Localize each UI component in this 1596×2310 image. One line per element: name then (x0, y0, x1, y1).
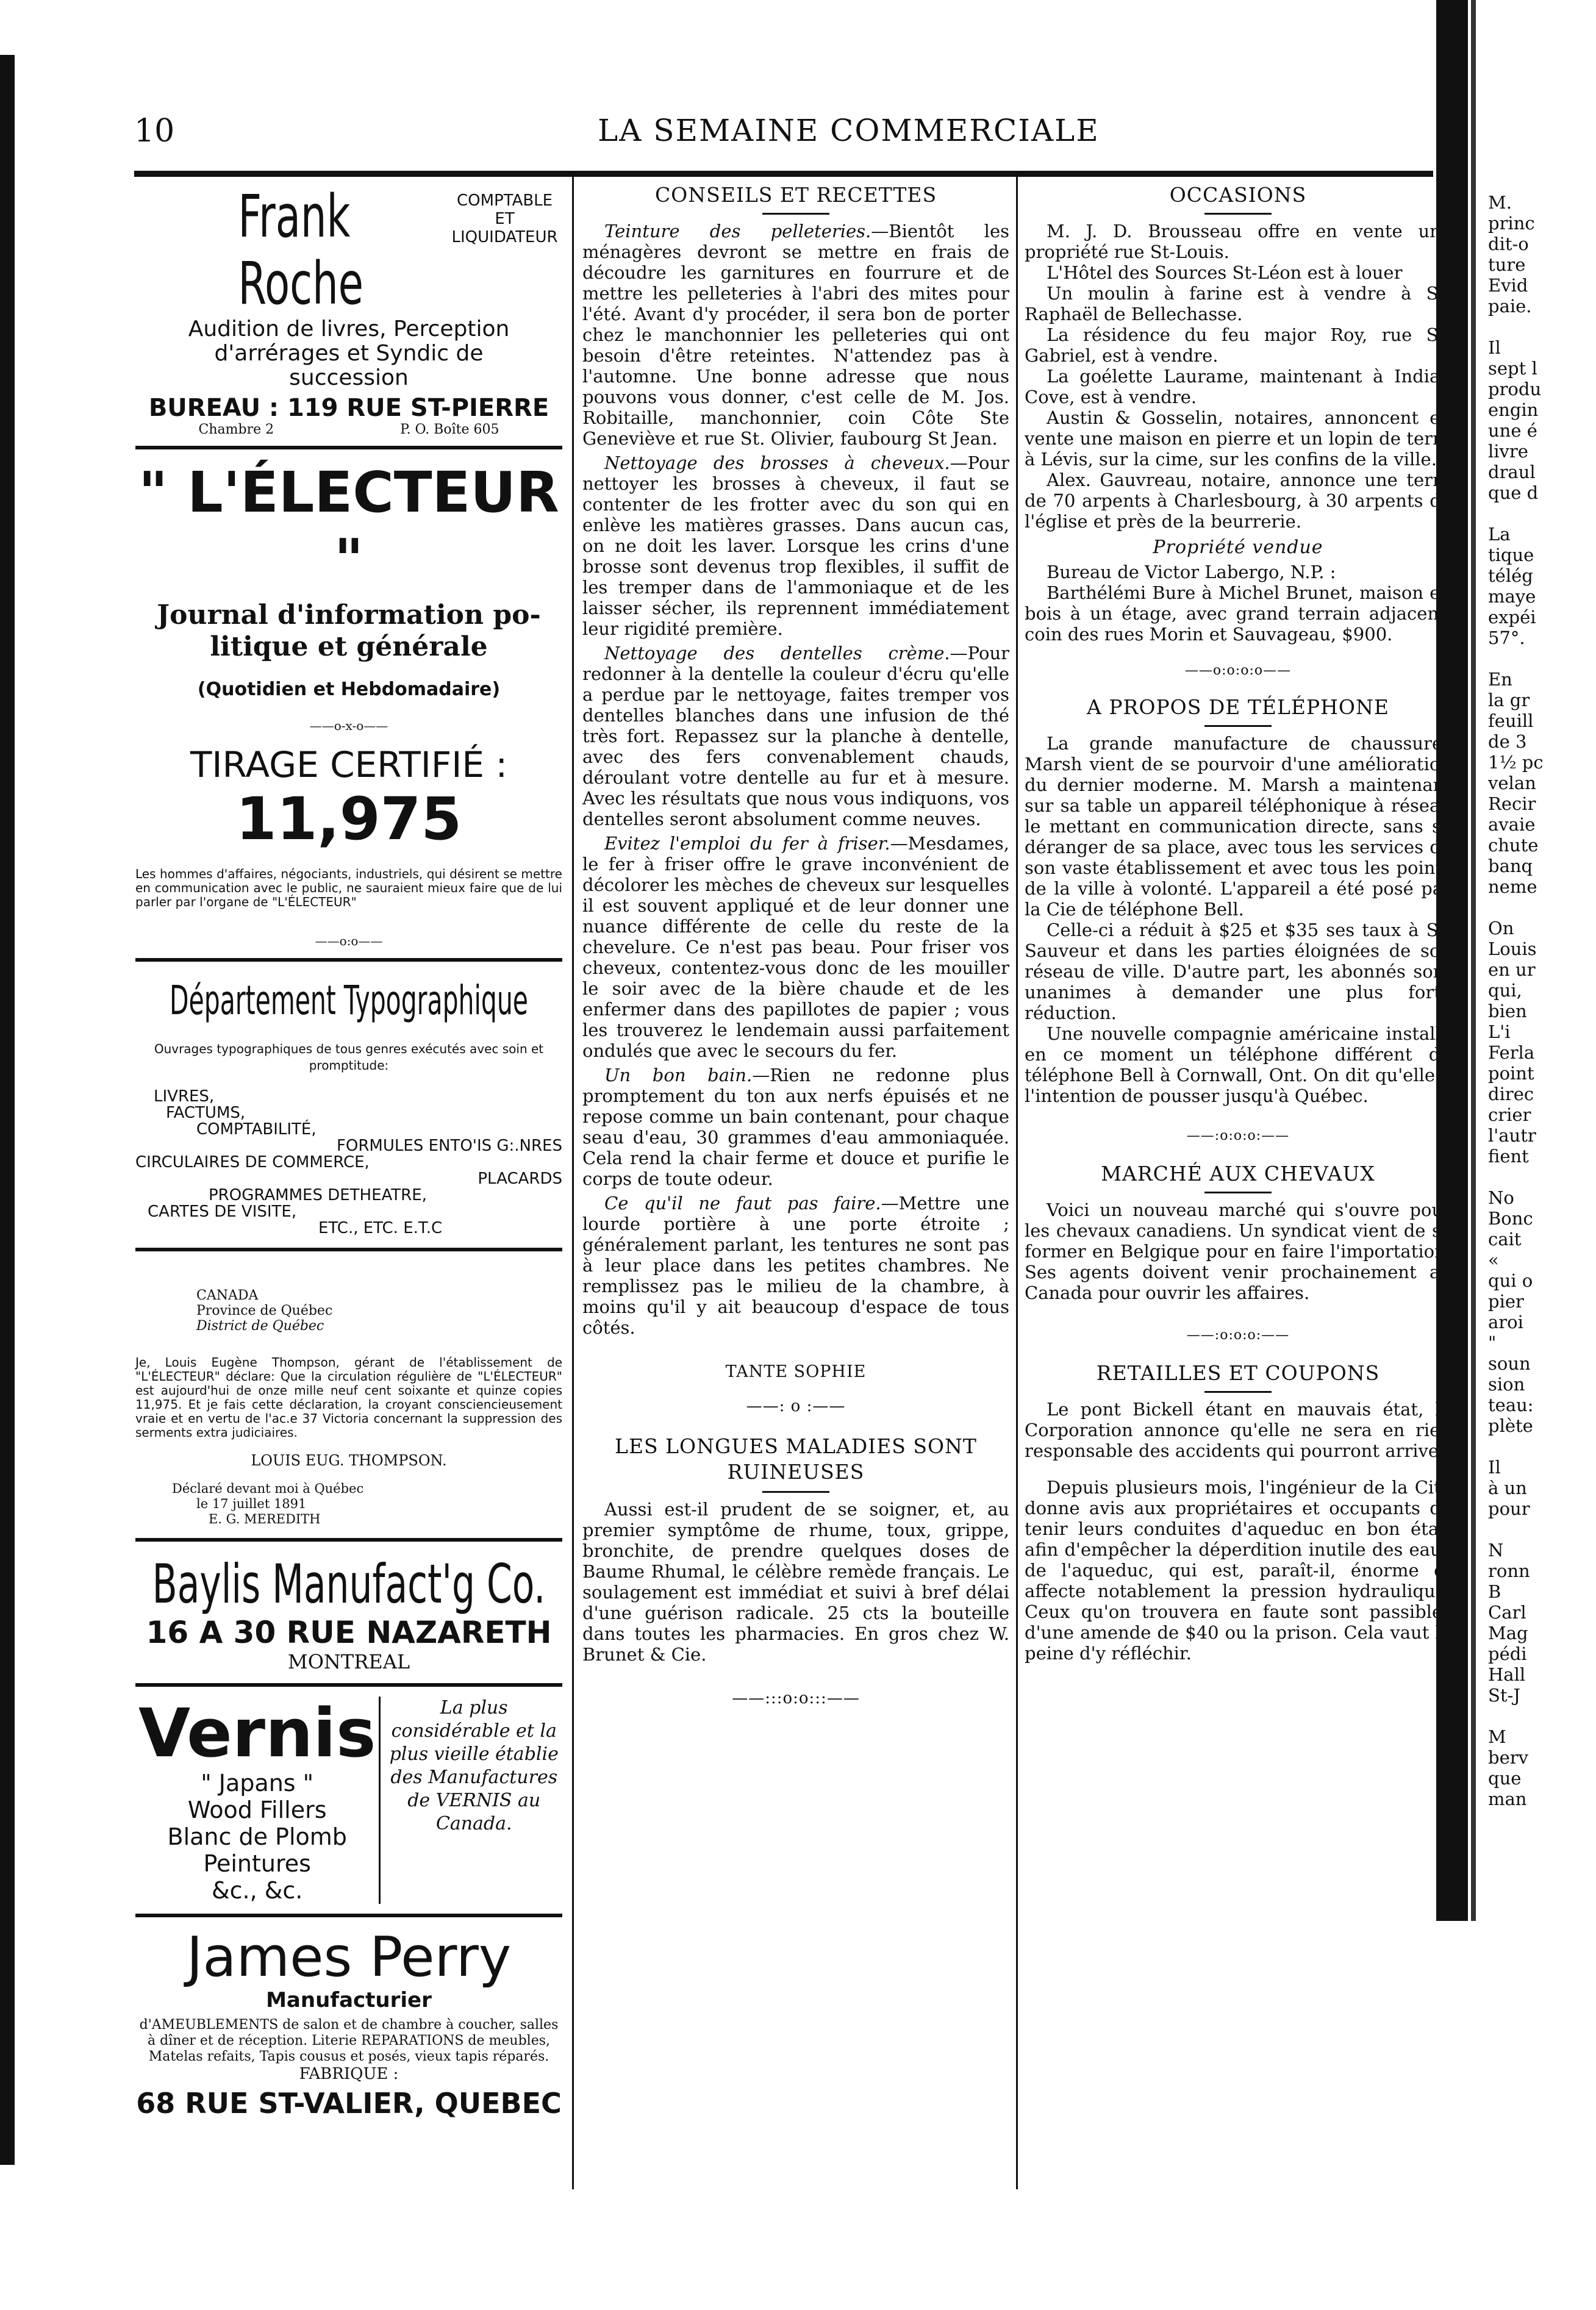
ad-baylis-addr: 16 A 30 RUE NAZARETH (146, 1615, 552, 1650)
divider (1204, 213, 1272, 215)
ad-baylis-name: Baylis Manufact'g Co. (152, 1553, 546, 1615)
occasion-6: Austin & Gosselin, notaires, annoncent en vente une maison en pierre et un lopin de terre à Lévis, sur la cime, sur les confins de la ville. (1025, 407, 1451, 470)
ad-baylis-city: MONTREAL (287, 1650, 410, 1673)
cut-off-line: Bonc (1488, 1208, 1533, 1229)
cut-off-line: point (1488, 1063, 1534, 1084)
column-divider-2 (1016, 177, 1018, 2189)
article-retailles-2: Depuis plusieurs mois, l'ingénieur de la Cité donne avis aux propriétaires et occupants de tenir leurs conduites d'aqueduc en bon état, afin d'empêcher la déperdition inutile des eaux de l'aqueduc, qui est, paraît-il, énorme et affecte notablement la pression hydraulique. Ceux qu'on trouvera en faute sont passibles d'une amende de $40 ou la prison. Cela vaut la peine d'y réfléchir. (1025, 1477, 1451, 1664)
ad-perry-fab: FABRIQUE : (299, 2065, 399, 2083)
cut-off-line: N (1488, 1540, 1504, 1561)
ad-electeur-sub1: Journal d'information po- (157, 599, 541, 631)
cut-off-line: sion (1488, 1374, 1525, 1395)
affidavit-decl2: le 17 juillet 1891 (196, 1496, 307, 1511)
article-bain-title: Un bon bain. (604, 1065, 753, 1085)
cut-off-column (1488, 192, 1596, 1809)
propriete-vendue-title: Propriété vendue (1153, 537, 1323, 558)
cut-off-line: princ (1488, 213, 1535, 234)
cut-off-line: Evid (1488, 275, 1528, 296)
cut-off-line (1488, 1706, 1596, 1726)
cut-off-line: neme (1488, 876, 1537, 897)
ad-vernis-l3: Blanc de Plomb (167, 1823, 347, 1850)
ad-vernis-l4: Peintures (203, 1850, 311, 1877)
cut-off-line: teau: (1488, 1395, 1534, 1415)
cut-off-line: berv (1488, 1747, 1528, 1768)
ad-perry-name: James Perry (186, 1925, 512, 1989)
separator: ——: o :—— (746, 1397, 846, 1415)
affidavit-text: Je, Louis Eugène Thompson, gérant de l'établissement de "L'ÉLECTEUR" déclare: Que la circulation régulière de "L'ÉLECTEUR" est aujourd'hui de onze mille neuf cent soixante et quinze copies 11,975. Et je fais cette déclaration, la croyant consciencieusement vraie et en vertu de l'ac.e 37 Victoria concernant la suppression des serments extra judiciaires. (135, 1355, 562, 1440)
cut-off-line: à un (1488, 1478, 1527, 1498)
cut-off-line: On (1488, 918, 1514, 939)
ad-perry-text: d'AMEUBLEMENTS de salon et de chambre à coucher, salles à dîner et de réception. Literie REPARATIONS de meubles, Matelas refaits, Tapis cousus et posés, vieux tapis réparés. (139, 2017, 559, 2064)
cut-off-line: Il (1488, 337, 1501, 358)
cut-off-line: 1½ pc (1488, 752, 1544, 773)
cut-off-line: la gr (1488, 690, 1530, 710)
cut-off-line: Mag (1488, 1623, 1528, 1643)
cut-off-line (1488, 1436, 1596, 1457)
cut-off-line: qui o (1488, 1270, 1533, 1291)
cut-off-line: Carl (1488, 1602, 1526, 1623)
article-telephone-3: Une nouvelle compagnie américaine installe en ce moment un téléphone différent du téléphone Bell à Cornwall, Ont. On dit qu'elle a l'intention de pousser jusqu'à Québec. (1025, 1023, 1451, 1106)
divider (762, 213, 829, 215)
end-separator: ——:::o:o:::—— (732, 1689, 860, 1707)
article-fer-friser-text: —Mesdames, le fer à friser offre le grave inconvénient de décolorer les mèches de cheveux sur lesquelles il est souvent appliqué et de leur donner une nuance différente de celle du reste de la chevelure. Ce n'est pas beau. Pour friser vos cheveux, contentez-vous donc de les mouiller le soir avec de la bière chaude et de les enfermer dans des papillotes de papier ; vous les trouverez le lendemain aussi parfaitement ondulés que avec le secours du fer. (582, 833, 1009, 1061)
divider (1204, 1192, 1272, 1193)
cut-off-line: expéi (1488, 607, 1536, 628)
ad-perry (135, 1917, 562, 2120)
ad-typo-title: Département Typographique (170, 977, 528, 1024)
section-title-maladies: LES LONGUES MALADIES SONT RUINEUSES (615, 1434, 977, 1484)
cut-off-line: banq (1488, 856, 1533, 876)
cut-off-line: draul (1488, 462, 1536, 482)
signature-tante-sophie: TANTE SOPHIE (725, 1362, 867, 1381)
ad-vernis-l2: Wood Fillers (187, 1797, 327, 1823)
affidavit-l1: CANADA (196, 1288, 259, 1303)
cut-off-line: pour (1488, 1498, 1530, 1519)
cut-off-line: tique (1488, 545, 1534, 565)
ad-perry-addr: 68 RUE ST-VALIER, QUEBEC (136, 2087, 562, 2120)
ad-frank-roche-line1: Audition de livres, Perception (188, 316, 510, 341)
header-rule (134, 171, 1433, 177)
ad-vernis-l5: &c., &c. (212, 1877, 303, 1904)
cut-off-line: 57°. (1488, 628, 1525, 648)
article-ne-pas-faire-text: —Mettre une lourde portière à une porte étroite ; généralement parlant, les tentures ne sont pas à leur place dans les petites chambres. Ne remplissez pas le milieu de la chambre, à moins qu'il y ait beaucoup d'espace de tous côtés. (582, 1193, 1009, 1338)
ad-vernis-l1: " Japans " (201, 1770, 314, 1797)
cut-off-line: en ur (1488, 959, 1536, 980)
affidavit-l3: District de Québec (196, 1318, 324, 1334)
article-maladies: Aussi est-il prudent de se soigner, et, au premier symptôme de rhume, toux, grippe, bronchite, de prendre quelques doses de Baume Rhumal, le célèbre remède français. Le soulagement est immédiat et suivi à bref délai d'une guérison radicale. 25 cts la bouteille dans toutes les pharmacies. En gros chez W. Brunet & Cie. (582, 1499, 1009, 1665)
cut-off-line: L'i (1488, 1021, 1511, 1042)
ad-affidavit (135, 1251, 562, 1542)
ad-frank-roche-office: BUREAU : 119 RUE ST-PIERRE (148, 394, 549, 422)
cut-off-line: La (1488, 524, 1511, 545)
article-teinture-title: Teinture des pelleteries. (604, 221, 871, 241)
divider (762, 1491, 829, 1493)
occasion-3: Un moulin à farine est à vendre à St-Raphaël de Bellechasse. (1025, 283, 1451, 324)
cut-off-line: cait (1488, 1229, 1522, 1250)
cut-off-line: man (1488, 1789, 1527, 1809)
ad-vernis-side: La plus considérable et la plus vieille établie des Manufactures de VERNIS au Canada. (379, 1697, 562, 1904)
article-dentelles-title: Nettoyage des dentelles crème. (604, 643, 950, 663)
cut-off-line: No (1488, 1187, 1514, 1208)
ad-typo-l6: PLACARDS (478, 1170, 562, 1188)
ad-typo-l3: COMPTABILITÉ, (196, 1120, 317, 1139)
cut-off-line: que d (1488, 482, 1539, 503)
propriete-vendue-2: Barthélémi Bure à Michel Brunet, maison en bois à un étage, avec grand terrain adjacent, coin des rues Morin et Sauvageau, $900. (1025, 582, 1451, 645)
divider (1204, 1391, 1272, 1393)
ad-typo-l4: FORMULES ENTO'IS G:.NRES (336, 1137, 562, 1155)
separator: ——:o:o:o:—— (1186, 1128, 1290, 1143)
cut-off-line (1488, 897, 1596, 918)
occasion-5: La goélette Laurame, maintenant à Indian Cove, est à vendre. (1025, 366, 1451, 407)
article-ne-pas-faire-title: Ce qu'il ne faut pas faire. (604, 1193, 881, 1214)
cut-off-line: pier (1488, 1291, 1524, 1312)
occasion-2: L'Hôtel des Sources St-Léon est à louer (1047, 262, 1403, 283)
cut-off-line: aroi (1488, 1312, 1523, 1332)
ad-baylis (135, 1542, 562, 1687)
article-fer-friser-title: Evitez l'emploi du fer à friser. (604, 833, 890, 854)
cut-off-line: Louis (1488, 939, 1537, 959)
divider (1204, 725, 1272, 727)
ad-typo-l1: LIVRES, (154, 1087, 215, 1106)
ad-frank-roche-title2: LIQUIDATEUR (451, 228, 558, 246)
column-divider-1 (572, 177, 574, 2189)
ad-frank-roche-line2: d'arrérages et Syndic de (214, 341, 484, 366)
cut-off-line: paie. (1488, 296, 1532, 316)
affidavit-sign: LOUIS EUG. THOMPSON. (251, 1452, 447, 1469)
ad-typo-sub: Ouvrages typographiques de tous genres exécutés avec soin et promptitude: (154, 1042, 544, 1073)
cut-off-line (1488, 316, 1596, 337)
cut-off-line: une é (1488, 420, 1537, 441)
occasion-7: Alex. Gauvreau, notaire, annonce une terre de 70 arpents à Charlesbourg, à 30 arpents de l'église et près de la beurrerie. (1025, 470, 1451, 532)
cut-off-line: livre (1488, 441, 1528, 462)
section-title-retailles: RETAILLES ET COUPONS (1096, 1361, 1380, 1385)
section-title-conseils: CONSEILS ET RECETTES (654, 183, 937, 207)
advice-column (582, 183, 1009, 1707)
cut-off-line: ture (1488, 254, 1526, 275)
cut-off-line: crier (1488, 1104, 1531, 1125)
cut-off-line: qui, (1488, 980, 1522, 1001)
ad-electeur-separator: ——o-x-o—— (309, 718, 388, 733)
article-telephone-2: Celle-ci a réduit à $25 et $35 ses taux à St-Sauveur et dans les parties éloignées de son réseau de ville. D'autre part, les abonnés sont unanimes à demander une plus forte réduction. (1025, 920, 1451, 1023)
article-fer-friser (582, 833, 1009, 1061)
article-brosses (582, 452, 1009, 639)
occasion-1: M. J. D. Brousseau offre en vente une propriété rue St-Louis. (1025, 221, 1451, 262)
article-telephone-1: La grande manufacture de chaussures Marsh vient de se pourvoir d'une amélioration du dernier moderne. M. Marsh a maintenant sur sa table un appareil téléphonique à réseau le mettant en communication directe, sans se déranger de sa place, avec tous les services de son vaste établissement et avec tous les points de la ville à volonté. L'appareil a été posé par la Cie de téléphone Bell. (1025, 733, 1451, 920)
cut-off-line: St-J (1488, 1685, 1520, 1706)
ad-electeur-tirage: TIRAGE CERTIFIÉ : (190, 744, 508, 785)
article-bain (582, 1065, 1009, 1189)
cut-off-line: soun (1488, 1353, 1531, 1374)
ad-electeur-freq: (Quotidien et Hebdomadaire) (197, 679, 501, 700)
cut-off-line: Il (1488, 1457, 1501, 1478)
cut-off-line: avaie (1488, 814, 1536, 835)
ad-frank-roche (135, 183, 562, 449)
ad-frank-roche-line3: succession (289, 365, 409, 390)
section-title-occasions: OCCASIONS (1169, 183, 1307, 207)
ad-electeur-sub2: litique et générale (210, 631, 488, 662)
cut-off-line: B (1488, 1581, 1501, 1602)
ads-column (135, 183, 562, 2120)
article-dentelles (582, 643, 1009, 829)
cut-off-line (1488, 648, 1596, 669)
cut-off-line: M. (1488, 192, 1512, 213)
cut-off-line: direc (1488, 1084, 1534, 1104)
cut-off-line: l'autr (1488, 1125, 1536, 1146)
ad-electeur-separator-2: ——o:o—— (315, 934, 383, 948)
cut-off-line: feuill (1488, 710, 1534, 731)
cut-off-line: maye (1488, 586, 1536, 607)
article-brosses-title: Nettoyage des brosses à cheveux. (604, 452, 950, 473)
ad-vernis (135, 1687, 562, 1917)
ad-frank-roche-name: Frank Roche (238, 182, 363, 318)
section-title-telephone: A PROPOS DE TÉLÉPHONE (1087, 695, 1389, 719)
ad-vernis-name: Vernis (138, 1694, 376, 1772)
propriete-vendue-1: Bureau de Victor Labergo, N.P. : (1047, 562, 1336, 582)
cut-off-line: velan (1488, 773, 1536, 793)
affidavit-witness: E. G. MEREDITH (209, 1512, 321, 1526)
cut-off-line: chute (1488, 835, 1539, 856)
scan-gutter-right-line (1471, 0, 1476, 1921)
masthead: LA SEMAINE COMMERCIALE (598, 113, 1100, 148)
cut-off-line: que (1488, 1768, 1522, 1789)
article-brosses-text: —Pour nettoyer les brosses à cheveux, il faut se contenter de les frotter avec du son qui en enlève les matières grasses. Dans aucun cas, on ne doit les laver. Lorsque les crins d'une brosse sont devenus trop flexibles, il suffit de les tremper dans de l'ammoniaque et de les laisser sécher, ils reprennent immédiatement leur rigidité première. (582, 452, 1009, 639)
cut-off-line: M (1488, 1726, 1506, 1747)
cut-off-line: Hall (1488, 1664, 1526, 1685)
ad-electeur (135, 449, 562, 962)
article-teinture-text: —Bientôt les ménagères devront se mettre en frais de découdre les garnitures en fourrure et de mettre les pelleteries à l'abri des mites pour l'été. Avant d'y procéder, il sera bon de porter chez le manchonnier les pelleteries qui ont besoin d'être reteintes. N'attendez pas à l'automne. Une bonne adresse que nous pouvons vous donner, c'est celle de M. Jos. Robitaille, manchonnier, coin Côte Ste Geneviève et rue St. Olivier, faubourg St Jean. (582, 221, 1009, 449)
ad-typo-l2: FACTUMS, (166, 1104, 246, 1122)
cut-off-line: " (1488, 1332, 1497, 1353)
ad-electeur-number: 11,975 (235, 785, 462, 853)
ad-perry-role: Manufacturier (266, 1988, 432, 2012)
cut-off-line: produ (1488, 379, 1542, 399)
ad-typo-l7: PROGRAMMES DETHEATRE, (209, 1186, 427, 1204)
separator: ——o:o:o:o—— (1184, 663, 1292, 678)
affidavit-l2: Province de Québec (196, 1303, 333, 1318)
occasion-4: La résidence du feu major Roy, rue St-Gabriel, est à vendre. (1025, 324, 1451, 366)
section-title-chevaux: MARCHÉ AUX CHEVAUX (1101, 1162, 1375, 1185)
cut-off-line: dit-o (1488, 234, 1529, 254)
article-teinture (582, 221, 1009, 449)
cut-off-line: Recir (1488, 793, 1536, 814)
affidavit-decl1: Déclaré devant moi à Québec (172, 1481, 364, 1496)
cut-off-line: ronn (1488, 1561, 1530, 1581)
cut-off-line: Ferla (1488, 1042, 1535, 1063)
ad-frank-roche-title1: COMPTABLE ET (456, 191, 553, 228)
cut-off-line: sept l (1488, 358, 1537, 379)
cut-off-line: plète (1488, 1415, 1533, 1436)
article-retailles-1: Le pont Bickell étant en mauvais état, la Corporation annonce qu'elle ne sera en rien responsable des accidents qui pourront arriver. (1025, 1399, 1451, 1461)
cut-off-line: « (1488, 1250, 1499, 1270)
ad-typo-l9: ETC., ETC. E.T.C (318, 1219, 443, 1237)
article-dentelles-text: —Pour redonner à la dentelle la couleur d'écru qu'elle a perdue par le nettoyage, faites tremper vos dentelles blanches dans une infusion de thé très fort. Repassez sur la planche à dentelle, avec des fers convenablement chauds, déroulant votre dentelle au fur et à mesure. Avec les résultats que nous vous indiquons, vos dentelles seront absolument comme neuves. (582, 643, 1009, 829)
cut-off-line: fient (1488, 1146, 1529, 1167)
ad-frank-roche-box: P. O. Boîte 605 (400, 422, 499, 437)
article-bain-text: —Rien ne redonne plus promptement du ton aux nerfs épuisés et ne repose comme un bain contenant, pour chaque seau d'eau, 30 grammes d'eau ammoniaquée. Cela rend la chair ferme et douce et purifie le corps de toute odeur. (582, 1065, 1009, 1189)
cut-off-line: télég (1488, 565, 1533, 586)
ad-typographique (135, 962, 562, 1251)
ad-typo-l5: CIRCULAIRES DE COMMERCE, (135, 1153, 370, 1171)
cut-off-line (1488, 503, 1596, 524)
ad-typo-l8: CARTES DE VISITE, (148, 1203, 297, 1221)
ad-electeur-title: " L'ÉLECTEUR " (138, 460, 559, 592)
ad-electeur-note: Les hommes d'affaires, négociants, industriels, qui désirent se mettre en communication avec le public, ne sauraient mieux faire que de lui parler par l'organe de "L'ÉLECTEUR" (135, 867, 562, 909)
cut-off-line: engin (1488, 399, 1539, 420)
page-number: 10 (134, 113, 175, 149)
cut-off-line (1488, 1167, 1596, 1187)
article-chevaux: Voici un nouveau marché qui s'ouvre pour les chevaux canadiens. Un syndicat vient de se former en Belgique pour en faire l'importation. Ses agents doivent venir prochainement au Canada pour ouvrir les affaires. (1025, 1200, 1451, 1303)
cut-off-line: de 3 (1488, 731, 1527, 752)
news-column (1025, 183, 1451, 1664)
article-ne-pas-faire (582, 1193, 1009, 1338)
cut-off-line: En (1488, 669, 1512, 690)
cut-off-line: bien (1488, 1001, 1527, 1021)
cut-off-line: pédi (1488, 1643, 1527, 1664)
ad-frank-roche-room: Chambre 2 (198, 422, 274, 437)
cut-off-line (1488, 1519, 1596, 1540)
scan-edge-left (0, 55, 15, 2165)
separator: ——:o:o:o:—— (1186, 1328, 1290, 1343)
